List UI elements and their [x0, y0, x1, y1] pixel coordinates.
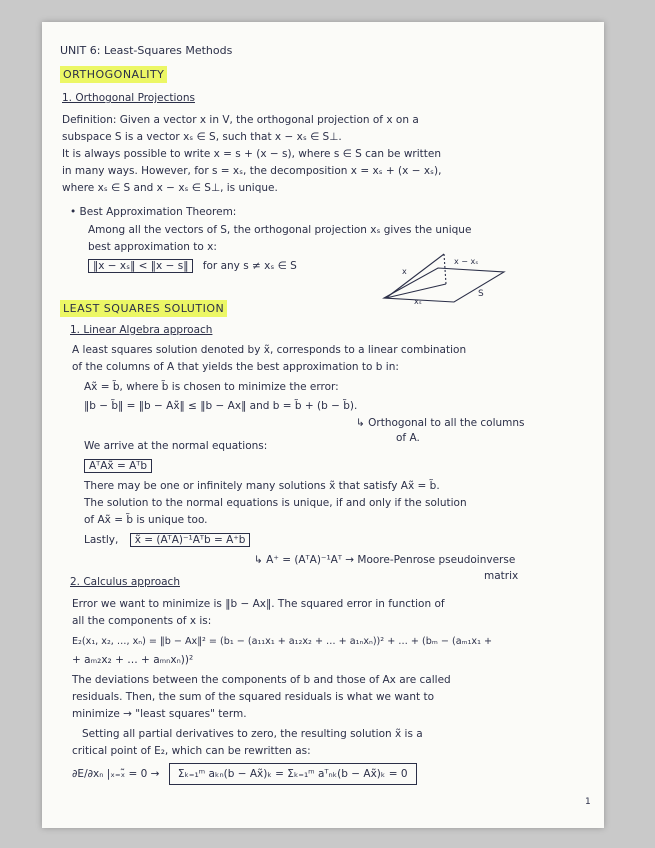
text-line: of the columns of A that yields the best approximation to b in:	[72, 361, 399, 373]
text-line: Definition: Given a vector x in V, the orthogonal projection of x on a	[62, 114, 419, 126]
annotation-line: ↳ Orthogonal to all the columns	[356, 417, 525, 429]
text-line: for any s ≠ xₛ ∈ S	[202, 260, 297, 272]
boxed-solution: x̃ = (AᵀA)⁻¹Aᵀb = A⁺b	[130, 533, 251, 547]
equation-line: Ax̃ = b̃, where b̃ is chosen to minimize the error:	[84, 381, 339, 393]
diagram-label-s: S	[478, 289, 484, 299]
text-line: all the components of x is:	[72, 615, 212, 627]
text-line: The deviations between the components of b and those of Ax are called	[72, 674, 451, 686]
text-line: critical point of E₂, which can be rewritten as:	[72, 745, 311, 757]
text-line: There may be one or infinitely many solutions x̃ that satisfy Ax̃ = b̃.	[84, 480, 440, 492]
projection-diagram	[374, 244, 524, 308]
equation-line: E₂(x₁, x₂, …, xₙ) = ‖b − Ax‖² = (b₁ − (a₁₁x₁ + a₁₂x₂ + … + a₁ₙxₙ))² + … + (bₘ − (aₘ₁x₁ +	[72, 636, 493, 647]
text-line: of Ax̃ = b̃ is unique too.	[84, 514, 208, 526]
text-line: Error we want to minimize is ‖b − Ax‖. The squared error in function of	[72, 598, 445, 610]
page-number: 1	[585, 797, 591, 807]
normal-equation-row	[84, 458, 152, 475]
subsection-linear-algebra: 1. Linear Algebra approach	[70, 324, 213, 336]
section-least-squares: LEAST SQUARES SOLUTION	[60, 300, 227, 317]
text-line: Setting all partial derivatives to zero, the resulting solution x̃ is a	[82, 728, 423, 740]
solution-row	[84, 532, 250, 549]
text-line: residuals. Then, the sum of the squared residuals is what we want to	[72, 691, 434, 703]
diagram-label-x-minus-xs: x − xₛ	[454, 257, 479, 266]
notebook-page	[42, 22, 604, 828]
text-line: The solution to the normal equations is unique, if and only if the solution	[84, 497, 467, 509]
unit-title: UNIT 6: Least-Squares Methods	[60, 44, 233, 57]
bullet-heading: • Best Approximation Theorem:	[70, 206, 237, 218]
text-line: We arrive at the normal equations:	[84, 440, 268, 452]
text-line: best approximation to x:	[88, 241, 217, 253]
equation-line: ‖b − b̃‖ = ‖b − Ax̃‖ ≤ ‖b − Ax‖ and b = b̃ + (b − b̃).	[84, 400, 358, 412]
text-line: where xₛ ∈ S and x − xₛ ∈ S⊥, is unique.	[62, 182, 278, 194]
derivative-equation-row	[72, 766, 417, 783]
derivative-label: ∂E/∂xₙ |ₓ₌ₓ̃ = 0 →	[72, 768, 160, 780]
text-line: subspace S is a vector xₛ ∈ S, such that x − xₛ ∈ S⊥.	[62, 131, 342, 143]
boxed-inequality-row	[88, 258, 297, 275]
annotation-line: matrix	[484, 570, 519, 582]
section-orthogonality: ORTHOGONALITY	[60, 66, 167, 83]
text-line: minimize → "least squares" term.	[72, 708, 247, 720]
boxed-normal-equation: AᵀAx̃ = Aᵀb	[84, 459, 152, 473]
annotation-line: of A.	[396, 432, 420, 444]
annotation-line: ↳ A⁺ = (AᵀA)⁻¹Aᵀ → Moore-Penrose pseudoinverse	[254, 554, 516, 566]
text-line: Among all the vectors of S, the orthogonal projection xₛ gives the unique	[88, 224, 472, 236]
text-line: It is always possible to write x = s + (x − s), where s ∈ S can be written	[62, 148, 441, 160]
text-line: in many ways. However, for s = xₛ, the decomposition x = xₛ + (x − xₛ),	[62, 165, 442, 177]
subsection-orthogonal-projections: 1. Orthogonal Projections	[62, 92, 195, 104]
diagram-label-xs: xₛ	[414, 297, 422, 306]
boxed-derivative-equation: Σₖ₌₁ᵐ aₖₙ(b − Ax̃)ₖ = Σₖ₌₁ᵐ aᵀₙₖ(b − Ax̃)ₖ = 0	[169, 763, 417, 785]
boxed-inequality: ‖x − xₛ‖ < ‖x − s‖	[88, 259, 193, 273]
equation-line: + aₘ₂x₂ + … + aₘₙxₙ))²	[72, 654, 194, 666]
diagram-label-x: x	[402, 267, 407, 276]
text-line: A least squares solution denoted by x̃, corresponds to a linear combination	[72, 344, 467, 356]
text-label: Lastly,	[84, 534, 119, 546]
subsection-calculus: 2. Calculus approach	[70, 576, 180, 588]
